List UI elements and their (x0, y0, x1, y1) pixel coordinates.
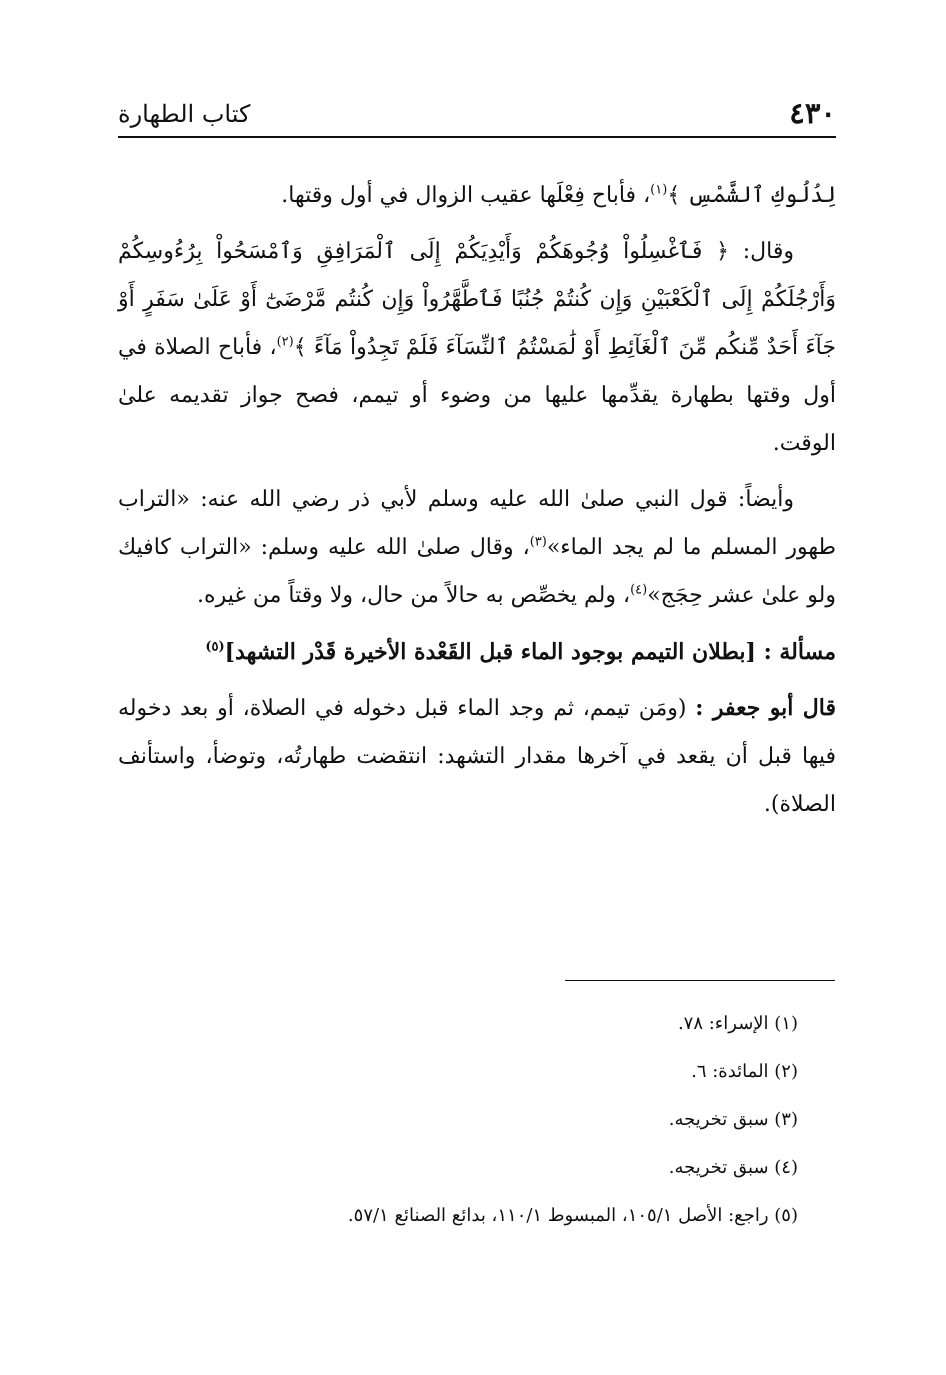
paragraph-text: (ومَن تيمم، ثم وجد الماء قبل دخوله في الصلاة، أو بعد دخوله فيها قبل أن يقعد في آخرها مقدار التشهد: انتقضت طهارتُه، وتوضأ، واستأنف الصلاة). (118, 696, 836, 817)
paragraph-text: ، ولم يخصِّص به حالاً من حال، ولا وقتاً من غيره. (197, 583, 631, 608)
chapter-title: كتاب الطهارة (118, 100, 251, 128)
paragraph-3 (118, 476, 836, 620)
footnote-item: (٢) المائدة: ٦. (691, 1061, 798, 1082)
issue-heading (118, 628, 836, 676)
footnote-item: (٣) سبق تخريجه. (668, 1109, 798, 1130)
quran-verse: ﴿ فَٱغْسِلُواْ وُجُوهَكُمْ وَأَيْدِيَكُمْ إِلَى ٱلْمَرَافِقِ وَٱمْسَحُواْ بِرُءُوسِكُمْ وَأَرْجُلَكُمْ إِلَى ٱلْكَعْبَيْنِ وَإِن كُنتُمْ جُنُبًا فَٱطَّهَّرُواْ وَإِن كُنتُم مَّرْضَىٰٓ أَوْ عَلَىٰ سَفَرٍ أَوْ جَآءَ أَحَدٌ مِّنكُم مِّنَ ٱلْغَآئِطِ أَوْ لَٰمَسْتُمُ ٱلنِّسَآءَ فَلَمْ تَجِدُواْ مَآءً ﴾ (118, 239, 836, 360)
page-header (118, 92, 836, 138)
paragraph-2 (118, 228, 836, 468)
paragraph-text: ، فأباح فِعْلَها عقيب الزوال في أول وقتها. (281, 183, 651, 208)
quran-verse: لِدُلُوكِ ٱلشَّمْسِ ﴾ (667, 183, 836, 208)
footnotes (118, 1000, 798, 1240)
speaker-label: قال أبو جعفر : (695, 695, 836, 721)
footnote-separator (565, 980, 835, 981)
issue-label: مسألة : (763, 639, 836, 665)
paragraph-intro: وقال: (729, 239, 794, 264)
footnote-item: (٤) سبق تخريجه. (668, 1157, 798, 1178)
footnote-ref: (٥) (205, 639, 225, 655)
footnote-item: (١) الإسراء: ٧٨. (677, 1013, 798, 1034)
paragraph-text: ، وقال صلىٰ الله عليه وسلم: «التراب كافيك ولو علىٰ عشر حِجَج» (118, 535, 836, 608)
footnote-ref: (٣) (529, 534, 547, 550)
paragraph-text: ، فأباح الصلاة في أول وقتها بطهارة يقدِّمها عليها من وضوء أو تيمم، فصح جواز تقديمه علىٰ الوقت. (118, 335, 836, 456)
paragraph-1 (118, 172, 836, 220)
footnote-ref: (١) (650, 182, 668, 198)
page-number: ٤٣٠ (789, 96, 836, 130)
footnote-ref: (٢) (276, 334, 294, 350)
paragraph-4 (118, 684, 836, 829)
paragraph-text: وأيضاً: قول النبي صلىٰ الله عليه وسلم لأبي ذر رضي الله عنه: «التراب طهور المسلم ما لم يجد الماء» (118, 487, 837, 560)
main-text (118, 172, 836, 837)
footnote-item: (٥) راجع: الأصل ١٠٥/١، المبسوط ١١٠/١، بدائع الصنائع ٥٧/١. (347, 1205, 798, 1226)
issue-title: [بطلان التيمم بوجود الماء قبل القَعْدة الأخيرة قَدْر التشهد] (224, 639, 764, 665)
footnote-ref: (٤) (630, 582, 648, 598)
